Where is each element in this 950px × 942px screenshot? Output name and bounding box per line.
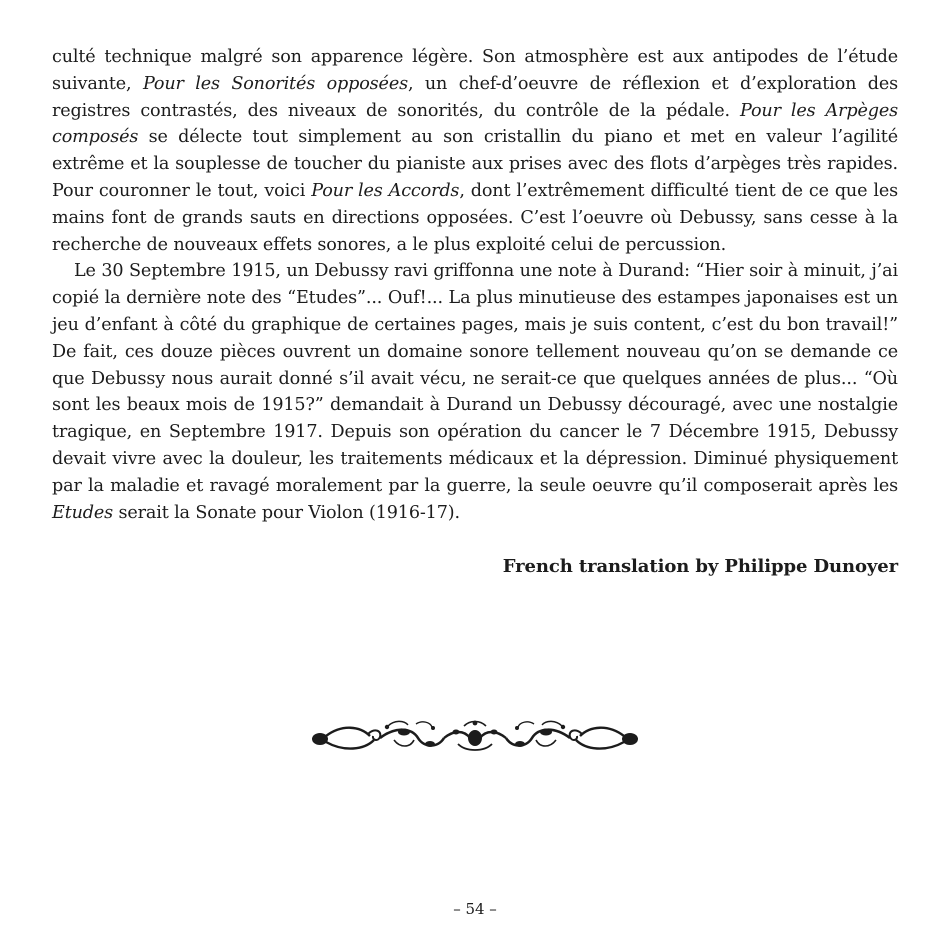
- title-sonorites-opposees: Pour les Sonorités opposées: [142, 73, 408, 94]
- title-etudes: Etudes: [52, 502, 114, 523]
- paragraph-1-text-1: culté technique malgré son apparence légère. Son atmosphère est aux antipodes de l’étude suivante,: [52, 47, 898, 94]
- paragraph-2-text-1: Le 30 Septembre 1915, un Debussy ravi griffonna une note à Durand: “Hier soir à minuit, j’ai copié la dernière note des “Etudes”... Ouf!... La plus minutieuse des estampes japonaises est un jeu d’enfant à côté du graphique de certaines pages, mais je suis content, c’est du bon travail!” De fait, ces douze pièces ouvrent un domaine sonore tellement nouveau qu’on se demande ce que Debussy nous aurait donné s’il avait vécu, ne serait-ce que quelques années de plus... “Où sont les beaux mois de 1915?” demandait à Durand un Debussy découragé, avec une nostalgie tragique, en Septembre 1917. Depuis son opération du cancer le 7 Décembre 1915, Debussy devait vivre avec la douleur, les traitements médicaux et la dépression. Diminué physiquement par la maladie et ravagé moralement par la guerre, la seule oeuvre qu’il composerait après les: [52, 261, 898, 496]
- body-text: [52, 44, 898, 526]
- paragraph-2-text-2: serait la Sonate pour Violon (1916-17).: [113, 502, 460, 523]
- paragraph-1-text-2: , un chef-d’oeuvre de réflexion et d’exploration des registres contrastés, des niveaux de sonorités, du contrôle de la pédale.: [52, 73, 898, 121]
- paragraph-1: [52, 44, 898, 258]
- paragraph-1-text-3: se délecte tout simplement au son cristallin du piano et met en valeur l’agilité extrême et la souplesse de toucher du pianiste aux prises avec des flots d’arpèges très rapides. Pour couronner le tout, voici: [52, 127, 898, 201]
- page-number: – 54 –: [453, 900, 497, 918]
- decorative-scroll-ornament-icon: [308, 718, 642, 758]
- title-arpeges-composes: Pour les Arpèges composés: [52, 100, 899, 148]
- title-accords: Pour les Accords: [311, 180, 460, 201]
- paragraph-1-text-4: , dont l’extrêmement difficulté tient de ce que les mains font de grands sauts en directions opposées. C’est l’oeuvre où Debussy, sans cesse à la recherche de nouveaux effets sonores, a le plus exploité celui de percussion.: [52, 180, 898, 255]
- paragraph-2: [52, 258, 898, 526]
- translation-credit: French translation by Philippe Dunoyer: [502, 556, 898, 577]
